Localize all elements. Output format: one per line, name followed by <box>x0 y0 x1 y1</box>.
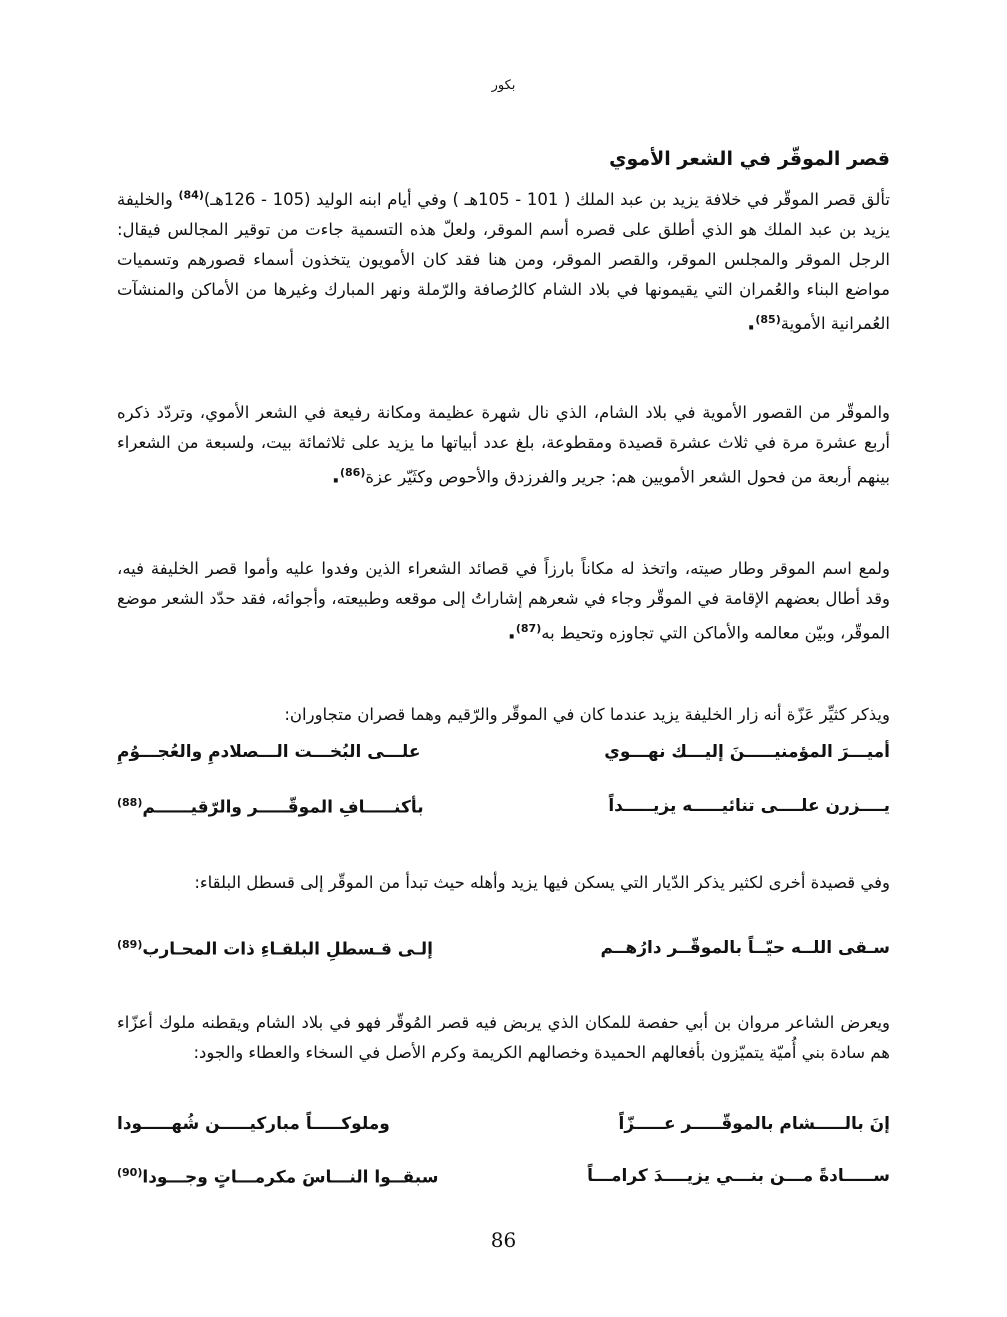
paragraph-6-text: ويعرض الشاعر مروان بن أبي حفصة للمكان الذي يربض فيه قصر المُوقّر فهو في بلاد الشام ويقطنه ملوك أعزّاء هم سادة بني أُميّة يتميّزون بأفعالهم الحميدة وخصالهم الكريمة وكرم الأصل في السخاء والعطاء والجود: <box>117 1013 890 1062</box>
verse-3 <box>117 938 890 972</box>
paragraph-5 <box>117 868 890 898</box>
paragraph-2-text: والموقّر من القصور الأموية في بلاد الشام، الذي نال شهرة عظيمة ومكانة رفيعة في الشعر الأموي، وتردّد ذكره أربع عشرة مرة في ثلاث عشرة قصيدة ومقطوعة، بلغ عدد أبياتها ما يزيد على ثلاثمائة بيت، ولسبعة من الشعراء بينهم أربعة من فحول الشعر الأمويين هم: جرير والفرزدق والأحوص وكثَيّر عزة <box>117 403 890 487</box>
paragraph-1: تألق قصر الموقّر في خلافة يزيد بن عبد الملك ( 101 - 105هـ ) وفي أيام ابنه الوليد (105 - 126هـ)$^{(84)}$ والخليفة يزيد بن عبد الملك هو الذي أطلق على قصره أسم الموقر، ولعلّ هذه التسمية جاءت من توقير المجالس فيقال: الرجل الموقر والمجلس الموقر، والقصر الموقر، ومن هنا فقد كان الأمويون يتخذون أسماء قصورهم وتسميات مواضع البناء والعُمران التي يقيمونها في بلاد الشام كالرُصافة والرّملة ونهر المبارك وغيرها من الأماكن والمنشآت العُمرانية الأموية$^{(85)}$. <box>117 188 890 335</box>
verse-4-second-hemistich: وملوكـــــاً مباركيـــــن شُهـــــودا <box>117 1114 390 1134</box>
verse-5-first-hemistich: ســـــادةً مـــن بنـــي يزيــــدَ كرامـــاً <box>587 1166 890 1186</box>
page-number: 86 <box>490 1228 517 1252</box>
verse-3-second-hemistich: إلـى قـسطلِ البلقـاءِ ذات المحـارب$^{(89)}$ <box>117 938 434 960</box>
footnote-ref-87: (87) <box>515 622 542 635</box>
verse-5-second-hemistich: سبقــوا النـــاسَ مكرمـــاتٍ وجـــودا$^{(90)}$ <box>117 1166 439 1188</box>
paragraph-2: والموقّر من القصور الأموية في بلاد الشام، الذي نال شهرة عظيمة ومكانة رفيعة في الشعر الأموي، وتردّد ذكره أربع عشرة مرة في ثلاث عشرة قصيدة ومقطوعة، بلغ عدد أبياتها ما يزيد على ثلاثمائة بيت، ولسبعة من الشعراء بينهم أربعة من فحول الشعر الأمويين هم: جرير والفرزدق والأحوص وكثَيّر عزة$^{(86)}$. <box>117 403 890 489</box>
section-title: قصر الموقّر في الشعر الأموي <box>609 148 890 170</box>
verse-1-second-hemistich: علـــى البُخـــت الـــصلادمِ والعُجـــوُمِ <box>117 742 421 762</box>
verse-2 <box>117 796 890 830</box>
verse-1-first-hemistich: أميـــرَ المؤمنيـــــنَ إليـــك نهـــوي <box>604 742 890 762</box>
verse-5 <box>117 1166 890 1200</box>
paragraph-6 <box>117 1008 890 1068</box>
verse-4-first-hemistich: إنَ بالـــــشام بالموقّـــــر عـــــزّاً <box>618 1114 890 1134</box>
footnote-ref-84: (84) <box>178 188 204 201</box>
verse-2-second-hemistich: بأكنـــــافِ الموقّـــــر والرّقيــــــم$^{(88)}$ <box>117 796 424 818</box>
footnote-ref-88: (88) <box>117 796 143 809</box>
paragraph-1-text: تألق قصر الموقّر في خلافة يزيد بن عبد الملك ( 101 - 105هـ ) وفي أيام ابنه الوليد (105 - 126هـ)$^{(84)}$ والخليفة يزيد بن عبد الملك هو الذي أطلق على قصره أسم الموقر، ولعلّ هذه التسمية جاءت من توقير المجالس فيقال: الرجل الموقر والمجلس الموقر، والقصر الموقر، ومن هنا فقد كان الأمويون يتخذون أسماء قصورهم وتسميات مواضع البناء والعُمران التي يقيمونها في بلاد الشام كالرُصافة والرّملة ونهر المبارك وغيرها من الأماكن والمنشآت العُمرانية الأموية <box>117 188 890 333</box>
footnote-ref-85: (85) <box>755 312 781 326</box>
verse-4 <box>117 1114 890 1148</box>
paragraph-3-text: ولمع اسم الموقر وطار صيته، واتخذ له مكاناً بارزاً في قصائد الشعراء الذين وفدوا عليه وأموا قصر الخليفة فيه، وقد أطال بعضهم الإقامة في الموقّر وجاء في شعرهم إشاراتُ إلى موقعه وطبيعته، وأجوائه، فقد حدّد الشعر موضع الموقّر، وبيّن معالمه والأماكن التي تجاوزه وتحيط به <box>117 559 890 643</box>
footnote-ref-89: (89) <box>117 938 143 951</box>
paragraph-4 <box>117 700 890 730</box>
paragraph-5-text: وفي قصيدة أخرى لكثير يذكر الدّيار التي يسكن فيها يزيد وأهله حيث تبدأ من الموقّر إلى قسطل البلقاء: <box>194 873 890 892</box>
footnote-ref-90: (90) <box>117 1166 143 1179</box>
paragraph-3: ولمع اسم الموقر وطار صيته، واتخذ له مكاناً بارزاً في قصائد الشعراء الذين وفدوا عليه وأموا قصر الخليفة فيه، وقد أطال بعضهم الإقامة في الموقّر وجاء في شعرهم إشاراتُ إلى موقعه وطبيعته، وأجوائه، فقد حدّد الشعر موضع الموقّر، وبيّن معالمه والأماكن التي تجاوزه وتحيط به$^{(87)}$. <box>117 559 890 645</box>
footnote-ref-86: (86) <box>340 466 366 479</box>
verse-1 <box>117 742 890 776</box>
paragraph-4-text: ويذكر كثيِّر عَزّة أنه زار الخليفة يزيد عندما كان في الموقّر والرّقيم وهما قصران متجاوران: <box>284 705 890 724</box>
verse-3-first-hemistich: سـقى اللــه حيّــاً بالموقّــر دارُهــم <box>600 938 890 958</box>
verse-2-first-hemistich: يــــزرن علــــى تنائيـــــه يزيـــــداً <box>608 796 890 816</box>
running-header: بكور <box>491 78 516 93</box>
